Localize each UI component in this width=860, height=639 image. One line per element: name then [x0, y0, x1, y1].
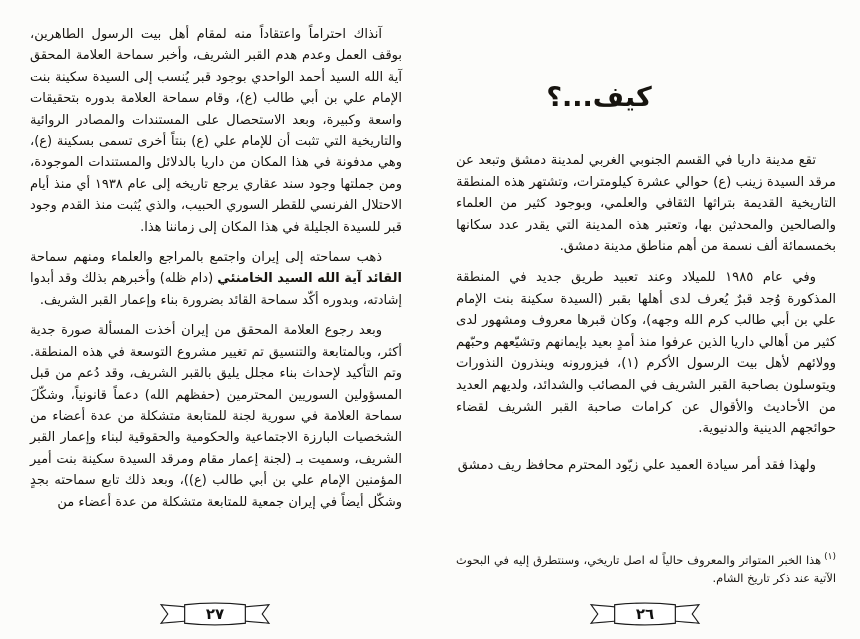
page-number-banner-left — [156, 596, 274, 632]
paragraph — [30, 247, 402, 311]
footnote-marker: (١) — [824, 552, 836, 563]
page-number: ٢٧ — [205, 605, 225, 623]
paragraph-text: ذهب سماحته إلى إيران واجتمع بالمراجع والعلماء ومنهم سماحة — [30, 250, 382, 266]
page-number-banner-right — [586, 596, 704, 632]
footnote-text: هذا الخبر المتواتر والمعروف حالياً له اصل تاريخي، وسنتطرق إليه في البحوث الآتية عند ذكر تاريخ الشام. — [456, 553, 836, 585]
leader-name-bold: القائد آية الله السيد الخامنئي — [217, 271, 402, 287]
footnote — [456, 548, 836, 587]
paragraph: آنذاك احتراماً واعتقاداً منه لمقام أهل بيت الرسول الطاهرين، بوقف العمل وعدم هدم القبر الشريف، وأخبر سماحة العلامة المحقق آية الله السيد أحمد الواحدي بوجود قبر يُنسب إلى السيدة سكينة بنت الإمام علي بن أبي طالب (ع)، وقام سماحة العلامة بدوره بتحقيقات واسعة وكبيرة، وبعد الاستحصال على المستندات والمصادر الروائية والتاريخية التي تثبت أن للإمام علي (ع) بنتاً أخرى تسمى بسكينة (ع)، وهي مدفونة في هذا المكان من داريا بالدلائل والمستندات الموجودة، ومن جملتها وجود سند عقاري يرجع تاريخه إلى عام ١٩٣٨ أي منذ أيام الاحتلال الفرنسي للقطر السوري الحبيب، والذي يُثبت منذ القدم وجود قبر للسيدة الجليلة في هذا المكان إلى زماننا هذا. — [30, 27, 402, 235]
paragraph: ولهذا فقد أمر سيادة العميد علي زيّود المحترم محافظ ريف دمشق — [457, 457, 816, 473]
paragraph: وفي عام ١٩٨٥ للميلاد وعند تعبيد طريق جديد في المنطقة المذكورة وُجد قبرٌ يُعرف لدى أهلها بقبر (السيدة سكينة بنت الإمام علي بن أبي طالب كرم الله وجهه)، وكان قبرها معروف ومشهور لدى كثير من أهالي داريا الذين عرفوا منذ أمدٍ بعيد بإيمانهم وتشيّعهم وحبّهم وولائهم لأهل بيت الرسول الأكرم (١)، فيزورونه وينذرون النذورات ويتوسلون بصاحبة القبر الشريف في المصائب والشدائد، ولديهم العديد من الأحاديث والأقوال عن كرامات صاحبة القبر الشريف لقضاء حوائجهم الدينية والدنيوية. — [456, 269, 836, 437]
page-right — [430, 0, 860, 639]
paragraph: تقع مدينة داريا في القسم الجنوبي الغربي لمدينة دمشق وتبعد عن مرقد السيدة زينب (ع) حوالي عشرة كيلومترات، وتشتهر هذه المنطقة التاريخية القديمة بتراثها الثقافي والعلمي، وبوجود كثير من العلماء والصالحين والمحدثين بها، وتعتبر هذه المدينة التي يقدر عدد سكانها بخمسمائة ألف نسمة من أهم مناطق مدينة دمشق. — [456, 153, 836, 255]
paragraph: وبعد رجوع العلامة المحقق من إيران أخذت المسألة صورة جدية أكثر، وبالمتابعة والتنسيق تم تغيير مشروع التوسعة في هذه المنطقة. وتم التأكيد لإحداث بناء مجلل يليق بالقبر الشريف، وقد دُعم من قبل المسؤولين السوريين المحترمين (حفظهم الله) دعماً قانونياً، وشكّلَ سماحة العلامة في سورية لجنة للمتابعة متشكلة من عدة أعضاء من الشخصيات البارزة الاجتماعية والحكومية والحقوقية لبناء وإعمار القبر الشريف، وسميت بـ (لجنة إعمار مقام ومرقد السيدة سكينة بنت أمير المؤمنين الإمام علي بن أبي طالب (ع))، وبعد ذلك تابع سماحته بجدٍ وشكّل أيضاً في إيران جمعية للمتابعة متشكلة من عدة أعضاء من — [30, 323, 402, 510]
page-left-text-column — [30, 24, 402, 522]
page-number: ٢٦ — [635, 605, 655, 623]
page-right-text-column — [456, 150, 836, 485]
chapter-title: كيف...؟ — [546, 82, 652, 113]
paragraph-text: (دام ظله) وأخبرهم بذلك وقد أبدوا إشادته، وبدوره أكّد سماحة القائد بضرورة بناء وإعمار القبر الشريف. — [30, 271, 402, 308]
